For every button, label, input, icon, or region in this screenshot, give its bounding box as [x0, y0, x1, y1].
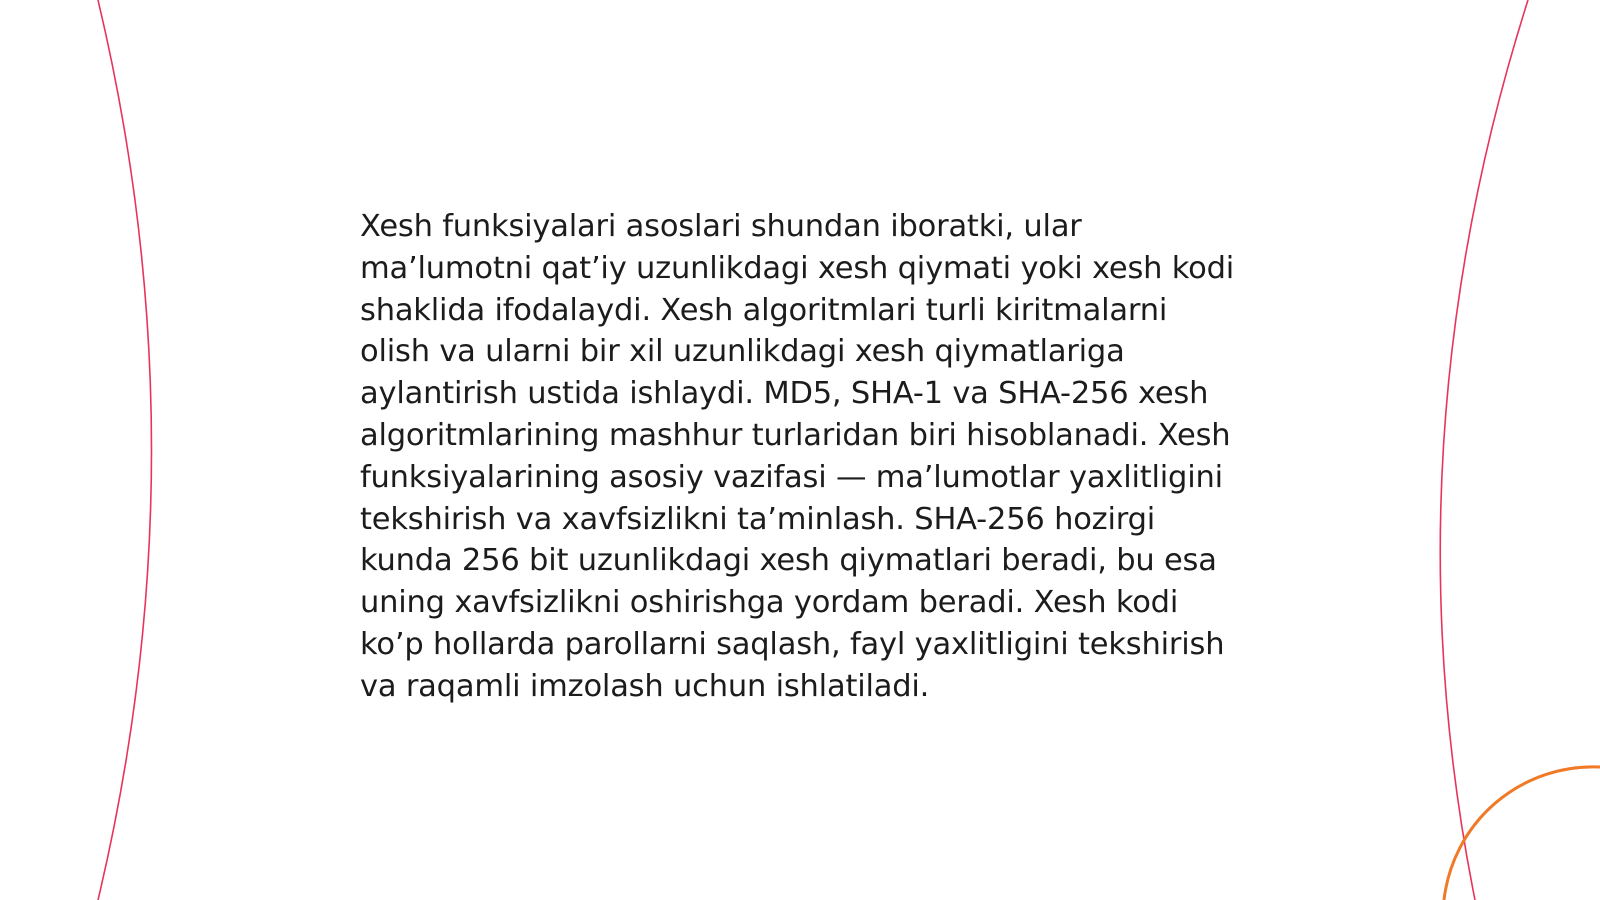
body-paragraph: Xesh funksiyalari asoslari shundan iboratki, ular ma’lumotni qat’iy uzunlikdagi xesh qiymati yoki xesh kodi shaklida ifodalaydi. Xesh algoritmlari turli kiritmalarni olish va ularni bir xil uzunlikdagi xesh qiymatlariga aylantirish ustida ishlaydi. MD5, SHA-1 va SHA-256 xesh algoritmlarining mashhur turlaridan biri hisoblanadi. Xesh funksiyalarining asosiy vazifasi — ma’lumotlar yaxlitligini tekshirish va xavfsizlikni ta’minlash. SHA-256 hozirgi kunda 256 bit uzunlikdagi xesh qiymatlari beradi, bu esa uning xavfsizlikni oshirishga yordam beradi. Xesh kodi ko’p hollarda parollarni saqlash, fayl yaxlitligini tekshirish va raqamli imzolash uchun ishlatiladi. [360, 209, 1235, 704]
corner-circle-arc [1444, 767, 1600, 900]
right-arc-line [1440, 0, 1528, 900]
left-arc-line [98, 0, 152, 900]
